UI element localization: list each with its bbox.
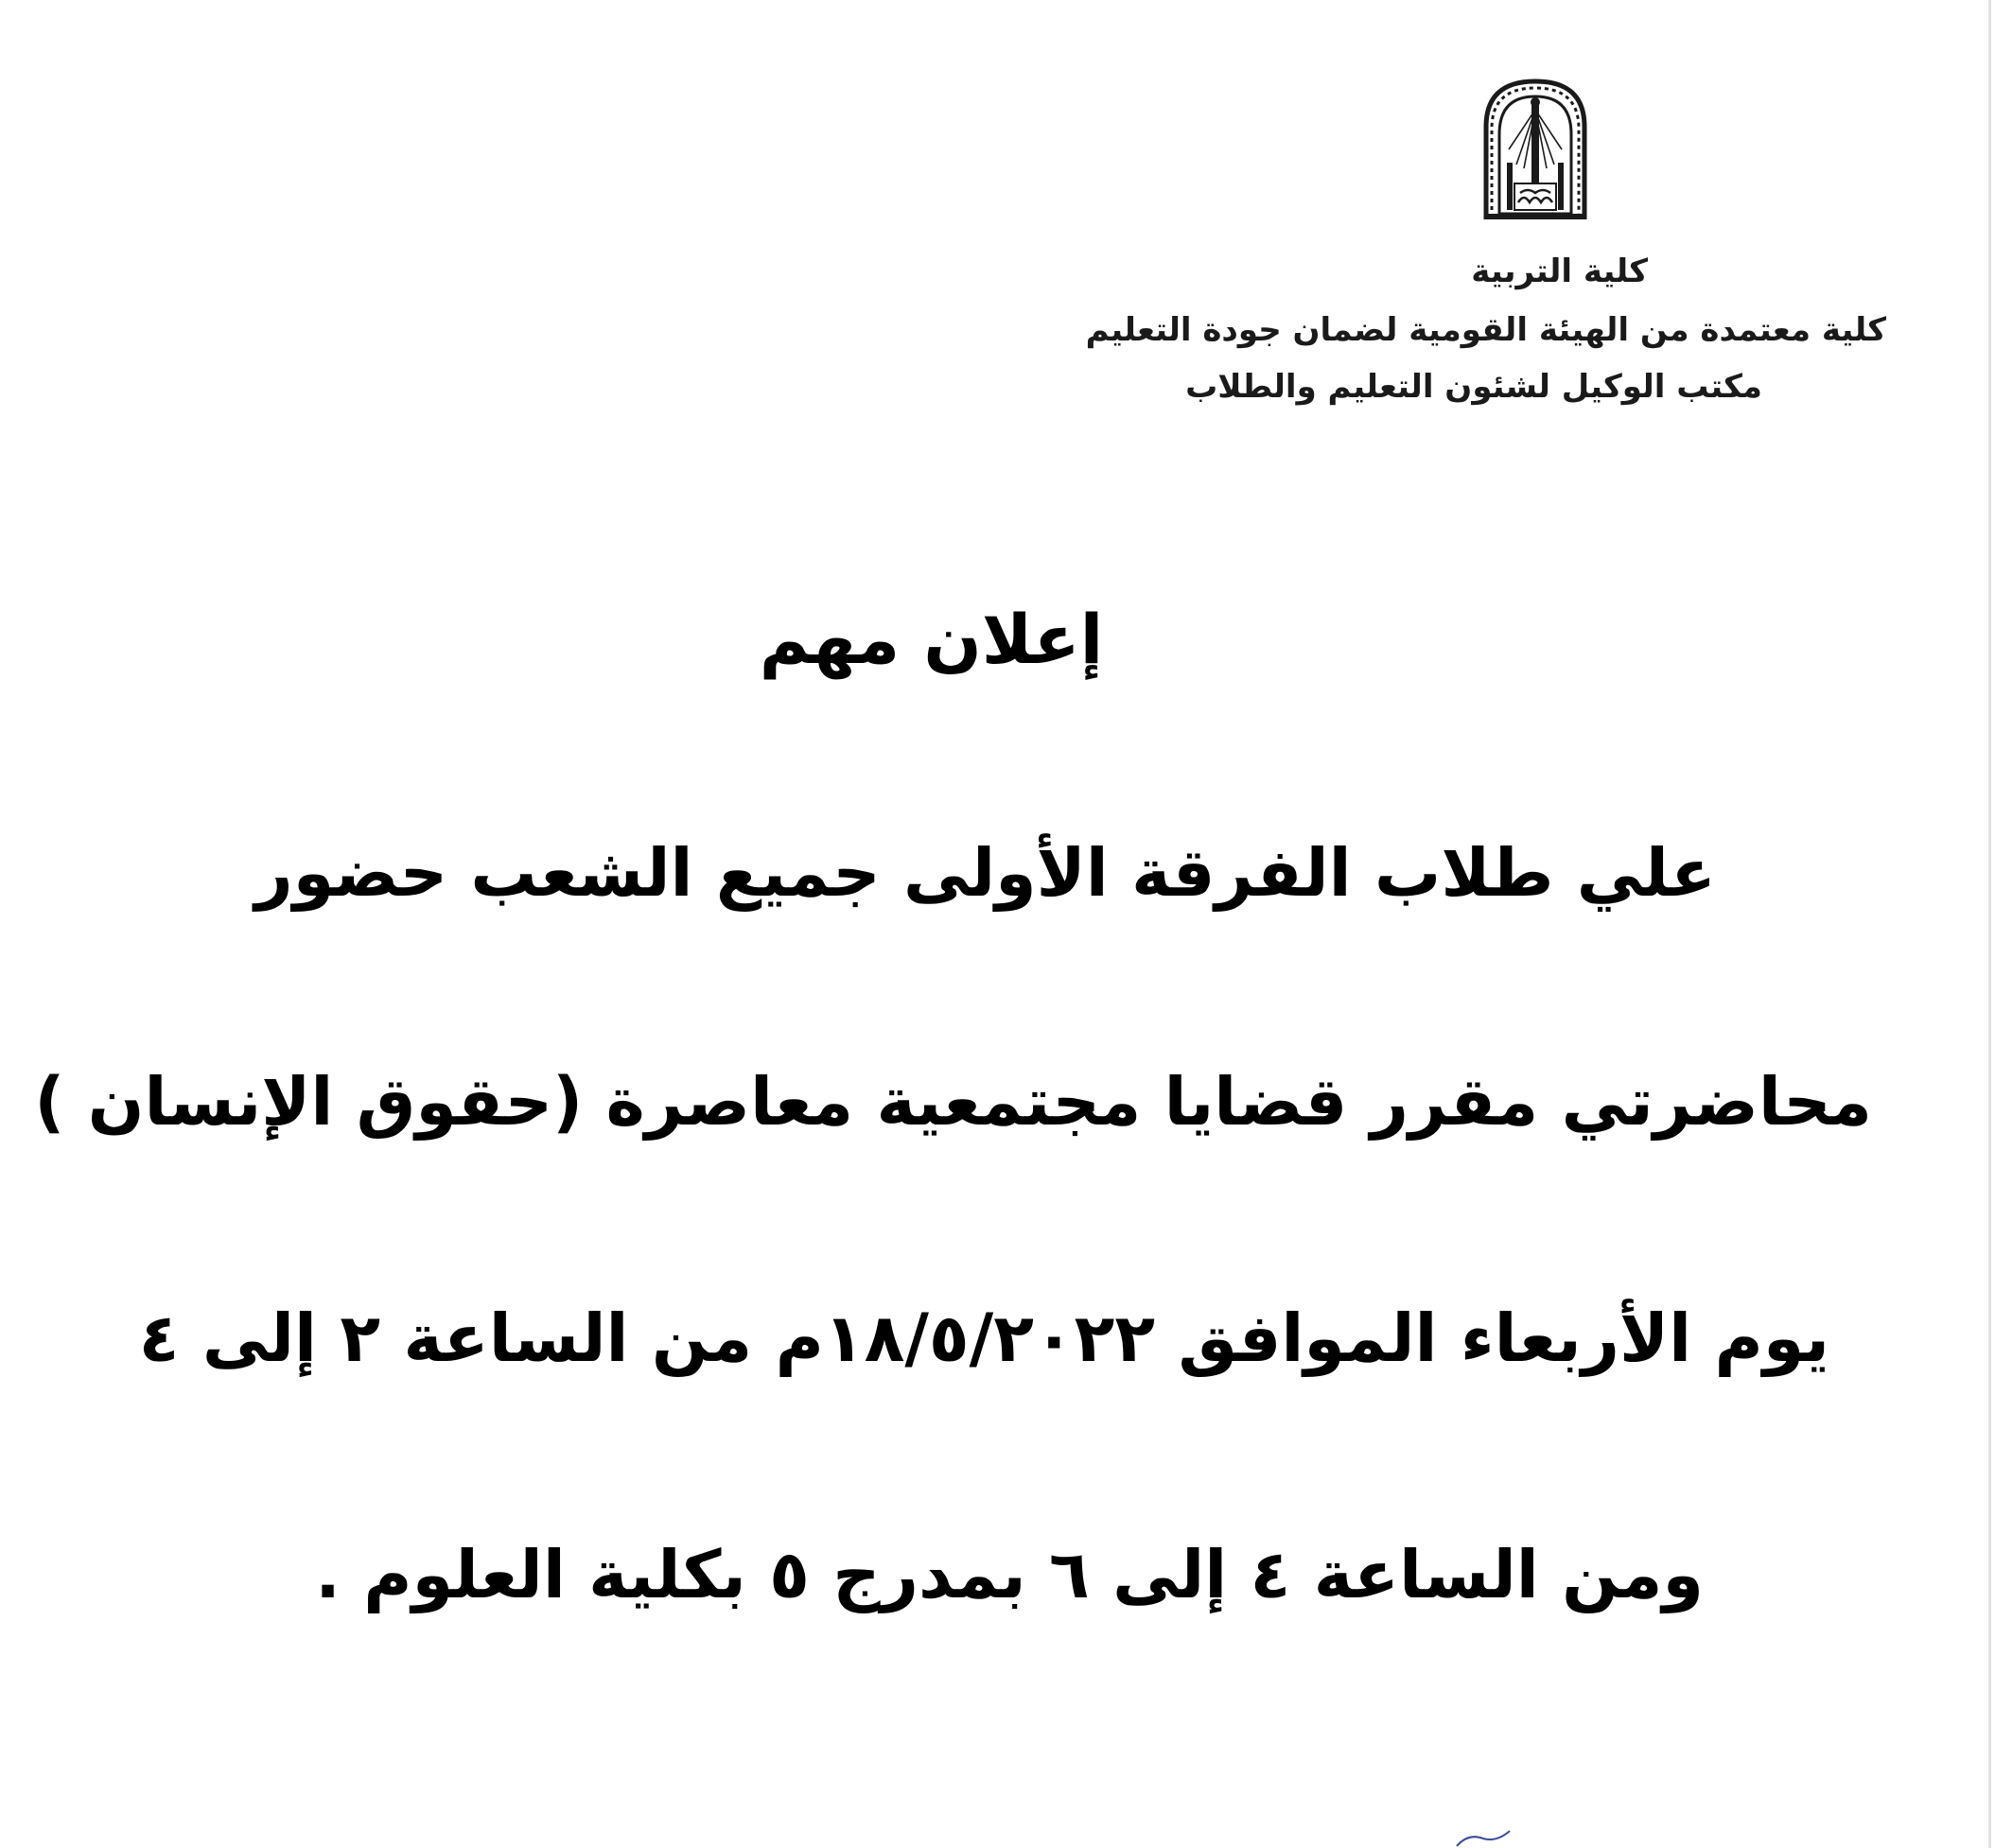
- page-edge-shadow: [1988, 0, 1991, 1848]
- office-name: مكتب الوكيل لشئون التعليم والطلاب: [1185, 368, 1762, 406]
- announcement-line: علي طلاب الفرقة الأولى جميع الشعب حضور: [254, 834, 1716, 912]
- announcement-title: إعلان مهم: [759, 600, 1104, 679]
- announcement-line: ومن الساعة ٤ إلى ٦ بمدرج ٥ بكلية العلوم .: [315, 1536, 1704, 1613]
- accreditation-statement: كلية معتمدة من الهيئة القومية لضمان جودة التعليم: [1085, 311, 1886, 349]
- faculty-name: كلية التربية: [1471, 253, 1648, 290]
- university-crest-icon: [1482, 78, 1588, 219]
- announcement-line: يوم الأربعاء الموافق ١٨/٥/٢٠٢٢م من الساعة ٢ إلى ٤: [138, 1299, 1829, 1377]
- pen-mark: [1455, 1829, 1512, 1848]
- announcement-line: محاضرتي مقرر قضايا مجتمعية معاصرة (حقوق الإنسان ): [34, 1063, 1872, 1141]
